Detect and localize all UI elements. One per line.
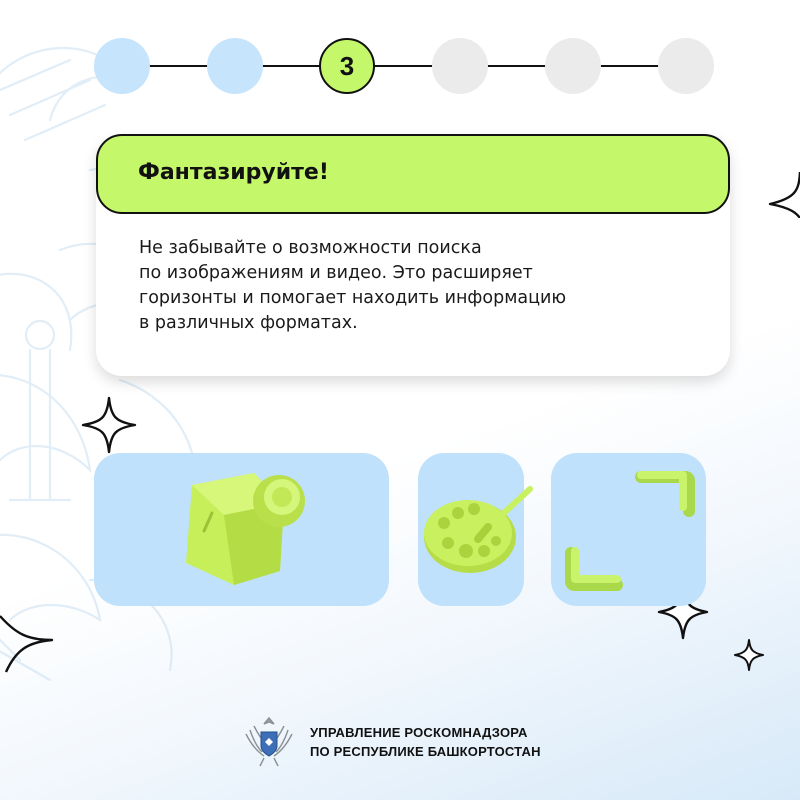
step-1-indicator	[94, 38, 150, 94]
stepper-connector	[120, 65, 692, 67]
sparkle-icon	[766, 168, 800, 218]
footer-line-1: УПРАВЛЕНИЕ РОСКОМНАДЗОРА	[310, 725, 528, 740]
tip-title: Фантазируйте!	[138, 160, 329, 185]
image-tile-palette	[418, 453, 524, 606]
image-tile-frame	[551, 453, 706, 606]
step-4-indicator	[432, 38, 488, 94]
step-5-indicator	[545, 38, 601, 94]
tip-card-header	[96, 134, 730, 214]
step-2-indicator	[207, 38, 263, 94]
camera-cube-icon	[94, 453, 389, 606]
step-3-indicator-current	[319, 38, 375, 94]
frame-corners-icon	[551, 453, 706, 606]
paint-palette-icon	[418, 453, 548, 606]
tip-body-text: Не забывайте о возможности поиска по изображениям и видео. Это расширяет горизонты и помогает находить информацию в различных форматах.	[139, 238, 567, 333]
step-6-indicator	[658, 38, 714, 94]
current-step-number: 3	[339, 50, 355, 81]
sparkle-icon	[733, 638, 765, 672]
footer-organization-name	[310, 723, 541, 761]
sparkle-icon	[80, 395, 138, 455]
footer-line-2: ПО РЕСПУБЛИКЕ БАШКОРТОСТАН	[310, 744, 541, 759]
sparkle-icon	[0, 608, 56, 674]
progress-stepper	[0, 0, 800, 110]
roskomnadzor-emblem-logo	[242, 712, 296, 770]
image-tile-camera	[94, 453, 389, 606]
